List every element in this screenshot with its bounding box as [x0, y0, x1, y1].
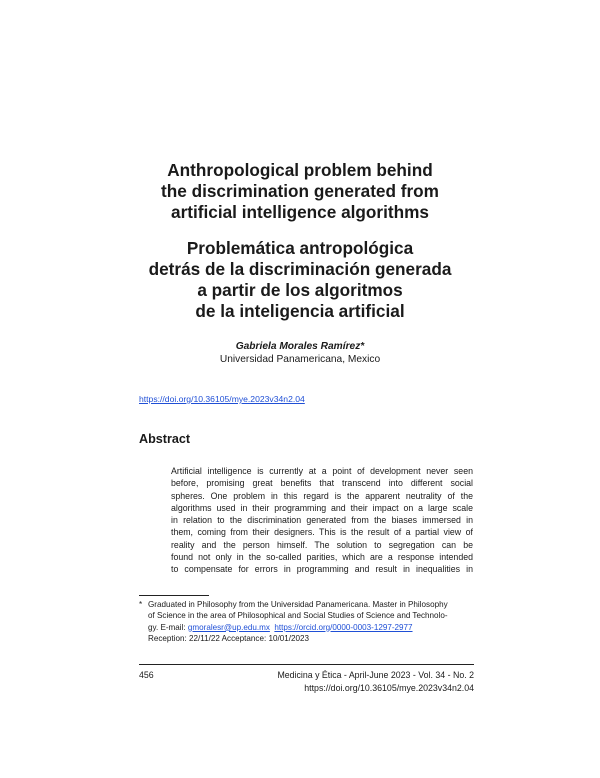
page-number: 456	[139, 670, 154, 680]
title-english-line: the discrimination generated from	[161, 181, 439, 201]
email-link[interactable]: gmoralesr@up.edu.mx	[187, 622, 270, 632]
abstract-line: reality and the person himself. The solution to segregation can be	[171, 539, 473, 550]
doi-link[interactable]: https://doi.org/10.36105/mye.2023v34n2.04	[139, 394, 305, 404]
abstract-line: Artificial intelligence is currently at a point of development never seen	[171, 466, 473, 476]
footnote-contact-line	[139, 622, 474, 633]
footer-divider	[139, 664, 474, 665]
author-affiliation: Universidad Panamericana, Mexico	[219, 354, 381, 365]
title-spanish-line: Problemática antropológica	[186, 238, 414, 258]
title-english-line: Anthropological problem behind	[167, 160, 433, 180]
abstract-line: to compensate for errors in programming and result in inequalities in	[171, 564, 473, 575]
abstract-line: them, coming from their designers. This is the result of a partial view of	[171, 527, 473, 538]
orcid-link[interactable]: https://orcid.org/0000-0003-1297-2977	[274, 622, 413, 632]
title-spanish	[60, 238, 540, 322]
footnote-marker: *	[139, 600, 143, 609]
abstract-line: algorithms used in their programming and their impact on a large scale	[171, 502, 473, 513]
footer-doi: https://doi.org/10.36105/mye.2023v34n2.04	[304, 683, 474, 693]
title-spanish-line: de la inteligencia artificial	[195, 301, 405, 321]
abstract-heading: Abstract	[139, 432, 191, 446]
footnote-line: of Science in the area of Philosophical and Social Studies of Science and Technolo-	[148, 611, 448, 621]
title-english	[60, 160, 540, 223]
footnote-dates: Reception: 22/11/22 Acceptance: 10/01/2023	[148, 633, 309, 643]
abstract-line: found not only in the so-called parities, which are a response intended	[171, 552, 473, 563]
footnote-line: Graduated in Philosophy from the Universidad Panamericana. Master in Philosophy	[148, 600, 448, 609]
abstract-body	[171, 465, 473, 576]
journal-info: Medicina y Ética - April-June 2023 - Vol. 34 - No. 2	[277, 670, 474, 680]
author-name: Gabriela Morales Ramírez*	[235, 341, 365, 352]
title-spanish-line: a partir de los algoritmos	[197, 280, 403, 300]
title-english-line: artificial intelligence algorithms	[171, 202, 429, 222]
footnote-email-prefix: gy. E-mail:	[148, 622, 188, 632]
title-spanish-line: detrás de la discriminación generada	[148, 259, 452, 279]
abstract-line: in relation to the discrimination generated from the biases immersed in	[171, 515, 473, 526]
footnote-divider	[139, 595, 209, 596]
footnote	[139, 599, 474, 644]
abstract-line: spheres. One problem in this regard is the apparent neutrality of the	[171, 490, 473, 501]
abstract-line: before, promising great benefits that transcend into different social	[171, 478, 473, 489]
